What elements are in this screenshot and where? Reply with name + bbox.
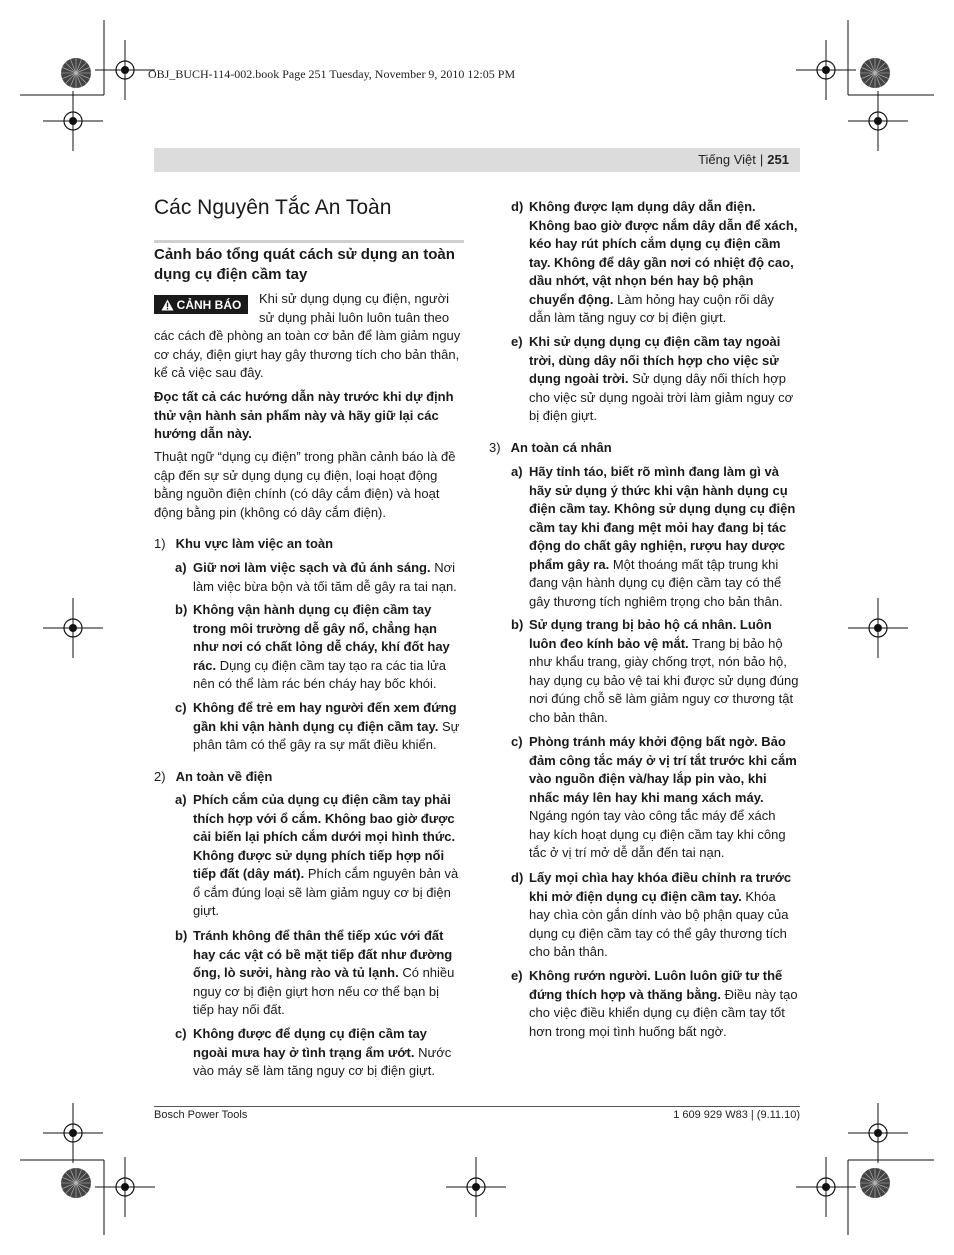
section-number: 3) bbox=[489, 440, 501, 455]
list-item bbox=[511, 198, 799, 328]
item-bold: Phích cắm của dụng cụ điện cầm tay phải thích hợp với ổ cắm. Không bao giờ được cải biến lại phích cắm dưới mọi hình thức. Không được sử dụng phích tiếp hợp nối tiếp đất (dây mát). bbox=[193, 792, 456, 881]
list-item bbox=[175, 699, 463, 755]
item-letter: b) bbox=[175, 928, 188, 943]
header-separator: | bbox=[759, 152, 764, 167]
item-letter: a) bbox=[175, 560, 187, 575]
list-item bbox=[175, 1025, 463, 1081]
footer-divider bbox=[154, 1106, 800, 1107]
item-text: Nơi làm việc bừa bộn và tối tăm dễ gây ra tai nạn. bbox=[193, 560, 457, 594]
warning-badge bbox=[154, 295, 248, 314]
item-bold: Không để trẻ em hay người đến xem đứng gần khi vận hành dụng cụ điện cầm tay. bbox=[193, 700, 457, 734]
list-item bbox=[511, 967, 799, 1041]
section-heading: An toàn cá nhân bbox=[510, 440, 612, 455]
item-bold: Không được lạm dụng dây dẫn điện. Không bao giờ được nắm dây dẫn để xách, kéo hay rút phích cắm dụng cụ điện cầm tay. Không để dây gần nơi có nhiệt độ cao, dầu nhớt, vật nhọn bén hay bộ phận chuyển động. bbox=[529, 199, 798, 307]
item-text: Sự phân tâm có thể gây ra sự mất điều khiển. bbox=[193, 718, 460, 752]
item-letter: c) bbox=[175, 1026, 187, 1041]
item-letter: e) bbox=[511, 968, 523, 983]
item-letter: d) bbox=[511, 870, 524, 885]
section-heading-2 bbox=[154, 769, 272, 784]
footer-brand: Bosch Power Tools bbox=[154, 1109, 248, 1121]
item-text: Có nhiều nguy cơ bị điện giựt hơn nếu cơ thể bạn bị tiếp hay nối đất. bbox=[193, 965, 455, 1017]
item-letter: d) bbox=[511, 199, 524, 214]
warning-triangle-icon bbox=[161, 299, 174, 311]
item-text: Làm hỏng hay cuộn rối dây dẫn làm tăng nguy cơ bị điện giựt. bbox=[529, 291, 774, 325]
item-bold: Không được để dụng cụ điện cầm tay ngoài mưa hay ở tình trạng ẩm ướt. bbox=[193, 1026, 427, 1060]
item-bold: Hãy tỉnh táo, biết rõ mình đang làm gì và hãy sử dụng ý thức khi vận hành dụng cụ điện cầm tay. Không sử dụng dụng cụ điện cầm tay khi đang mệt mỏi hay đang bị tác động do chất gây nghiện, rượu hay dược phẩm gây ra. bbox=[529, 464, 796, 572]
list-item bbox=[511, 733, 799, 863]
item-bold: Không vận hành dụng cụ điện cầm tay trong môi trường dễ gây nổ, chẳng hạn như nơi có chất lỏng dễ cháy, khí đốt hay rác. bbox=[193, 602, 450, 673]
item-bold: Tránh không để thân thể tiếp xúc với đất hay các vật có bề mặt tiếp đất như đường ống, lò sưởi, hàng rào và tủ lạnh. bbox=[193, 928, 453, 980]
item-letter: e) bbox=[511, 334, 523, 349]
list-item bbox=[511, 869, 799, 962]
item-text: Phích cắm nguyên bản và ổ cắm đúng loại sẽ làm giảm nguy cơ bị điện giựt. bbox=[193, 866, 459, 918]
item-letter: c) bbox=[511, 734, 523, 749]
page-number: 251 bbox=[767, 152, 789, 167]
section-heading-1 bbox=[154, 536, 333, 551]
section-title: Cảnh báo tổng quát cách sử dụng an toàn dụng cụ điện cầm tay bbox=[154, 246, 455, 283]
section-number: 1) bbox=[154, 536, 166, 551]
warning-badge-label: CẢNH BÁO bbox=[176, 297, 242, 312]
list-item bbox=[511, 333, 799, 426]
item-bold: Sử dụng trang bị bảo hộ cá nhân. Luôn luôn đeo kính bảo vệ mắt. bbox=[529, 617, 772, 651]
footer-doc-number: 1 609 929 W83 | (9.11.10) bbox=[673, 1109, 800, 1121]
section-heading: Khu vực làm việc an toàn bbox=[175, 536, 334, 551]
print-slug: OBJ_BUCH-114-002.book Page 251 Tuesday, November 9, 2010 12:05 PM bbox=[148, 67, 516, 81]
list-item bbox=[511, 463, 799, 611]
item-bold: Lấy mọi chìa hay khóa điều chỉnh ra trước khi mở điện dụng cụ điện cầm tay. bbox=[529, 870, 792, 904]
list-item bbox=[175, 601, 463, 694]
item-bold: Giữ nơi làm việc sạch và đủ ánh sáng. bbox=[193, 560, 431, 575]
item-text: Một thoáng mất tập trung khi đang vận hành dụng cụ điện cầm tay có thể gây thương tích nghiêm trọng cho bản thân. bbox=[529, 556, 783, 609]
header-text bbox=[698, 152, 789, 167]
page-title: Các Nguyên Tắc An Toàn bbox=[154, 196, 392, 219]
item-letter: b) bbox=[175, 602, 188, 617]
section-number: 2) bbox=[154, 769, 166, 784]
header-language: Tiếng Việt bbox=[698, 152, 756, 167]
list-item bbox=[175, 559, 463, 596]
item-text: Khóa hay chìa còn gắn dính vào bộ phận quay của dụng cụ điện cầm tay có thể gây thương tích cho bản thân. bbox=[529, 888, 789, 959]
page-header bbox=[154, 148, 800, 172]
section-divider bbox=[154, 240, 464, 243]
item-bold: Phòng tránh máy khởi động bất ngờ. Bảo đảm công tắc máy ở vị trí tắt trước khi cắm vào nguồn điện và/hay lắp pin vào, khi nhấc máy lên hay khi mang xách máy. bbox=[529, 734, 797, 805]
item-text: Nước vào máy sẽ làm tăng nguy cơ bị điện giựt. bbox=[193, 1044, 452, 1078]
item-letter: c) bbox=[175, 700, 187, 715]
item-text: Ngáng ngón tay vào công tắc máy để xách hay kích hoạt dụng cụ điện cầm tay khi công tắc ở vị trí mở dễ dẫn đến tai nạn. bbox=[529, 808, 786, 860]
item-text: Sử dụng dây nối thích hợp cho việc sử dụng ngoài trời làm giảm nguy cơ bị điện giựt. bbox=[529, 371, 794, 423]
warning-text-cont: các cách đề phòng an toàn cơ bản để làm giảm nguy cơ cháy, điện giựt hay gây thương tích cho bản thân, kể cả việc sau đây. bbox=[154, 328, 461, 380]
item-text: Điều này tạo cho việc điều khiển dụng cụ điện cầm tay tốt hơn trong mọi tình huống bất ngờ. bbox=[529, 986, 798, 1039]
intro-text: Thuật ngữ “dụng cụ điện” trong phần cảnh báo là đề cập đến sự sử dụng dụng cụ điện, loại hoạt động bằng nguồn điện chính (có dây cắm điện) và hoạt động bằng pin (không có dây cắm điện). bbox=[154, 449, 456, 520]
section-heading: An toàn về điện bbox=[175, 769, 273, 784]
list-item bbox=[511, 616, 799, 727]
section-heading-3 bbox=[489, 440, 612, 455]
item-letter: b) bbox=[511, 617, 524, 632]
item-text: Dụng cụ điện cầm tay tạo ra các tia lửa nên có thể làm rác bén cháy hay bốc khói. bbox=[193, 657, 446, 691]
item-letter: a) bbox=[175, 792, 187, 807]
item-bold: Khi sử dụng dụng cụ điện cầm tay ngoài trời, dùng dây nối thích hợp cho việc sử dụng ngoài trời. bbox=[529, 334, 781, 386]
item-text: Trang bị bảo hộ như khẩu trang, giày chống trợt, nón bảo hộ, hay dụng cụ bảo vệ tai khi được sử dụng đúng nơi đúng chỗ sẽ làm giảm nguy cơ thương tật cho bản thân. bbox=[529, 635, 799, 725]
list-item bbox=[175, 791, 463, 921]
warning-text: Khi sử dụng dụng cụ điện, người sử dụng phải luôn luôn tuân theo bbox=[259, 291, 450, 325]
intro-bold: Đọc tất cả các hướng dẫn này trước khi dự định thử vận hành sản phẩm này và hãy giữ lại các hướng dẫn này. bbox=[154, 389, 454, 441]
item-letter: a) bbox=[511, 464, 523, 479]
item-bold: Không rướn người. Luôn luôn giữ tư thế đứng thích hợp và thăng bằng. bbox=[529, 968, 783, 1002]
list-item bbox=[175, 927, 463, 1020]
